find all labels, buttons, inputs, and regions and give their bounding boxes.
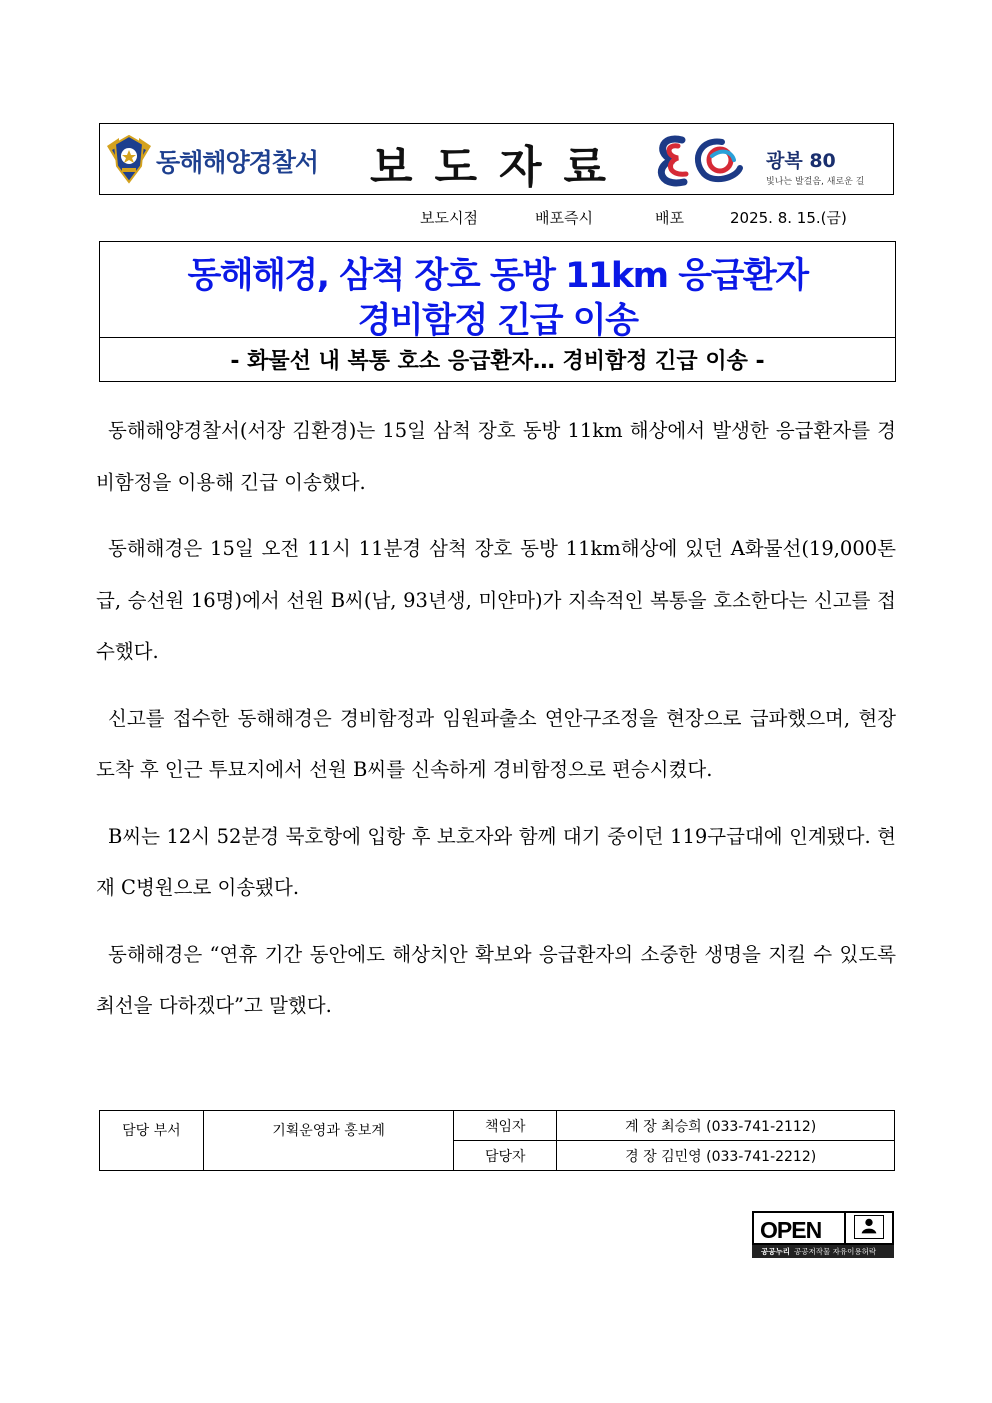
- open-license-badge: [752, 1211, 894, 1258]
- open-badge-divider: [844, 1213, 846, 1243]
- headline-line-1: 동해해경, 삼척 장호 동방 11km 응급환자: [187, 256, 808, 296]
- responsible-label: 책임자: [454, 1111, 557, 1141]
- anniversary-slogan: 빛나는 발걸음, 새로운 길: [766, 177, 865, 187]
- open-badge-caption: [752, 1245, 894, 1258]
- release-timing: 배포즉시: [535, 209, 593, 227]
- paragraph: 동해해경은 15일 오전 11시 11분경 삼척 장호 동방 11km해상에 있던 A화물선(19,000톤급, 승선원 16명)에서 선원 B씨(남, 93년생, 미얀마)가 지속적인 복통을 호소한다는 신고를 접수했다.: [96, 537, 896, 663]
- distribution-label: 배포: [655, 209, 684, 227]
- distribution-date: 2025. 8. 15.(금): [730, 209, 847, 227]
- table-row: [100, 1111, 895, 1141]
- officer-label: 담당자: [454, 1141, 557, 1171]
- article-body: [96, 405, 896, 1047]
- paragraph: 동해해경은 “연휴 기간 동안에도 해상치안 확보와 응급환자의 소중한 생명을 지킬 수 있도록 최선을 다하겠다”고 말했다.: [96, 942, 896, 1017]
- dept-label: 담당 부서: [100, 1111, 204, 1171]
- headline-line-2: 경비함정 긴급 이송: [357, 301, 638, 341]
- release-label: 보도시점: [420, 209, 478, 227]
- open-badge-caption-2: 공공저작물 자유이용허락: [793, 1247, 877, 1256]
- coast-guard-emblem-icon: [105, 132, 153, 186]
- org-name: 동해해양경찰서: [156, 148, 319, 177]
- paragraph: 신고를 접수한 동해해경은 경비함정과 임원파출소 연안구조정을 현장으로 급파했으며, 현장 도착 후 인근 투묘지에서 선원 B씨를 신속하게 경비함정으로 편승시켰다.: [96, 706, 896, 781]
- contact-table: [99, 1110, 895, 1171]
- liberation-80-emblem-icon: [652, 130, 750, 190]
- subheadline: - 화물선 내 복통 호소 응급환자… 경비함정 긴급 이송 -: [230, 349, 765, 374]
- anniversary-title: 광복 80: [766, 150, 836, 172]
- dept-name: 기획운영과 홍보계: [203, 1111, 454, 1171]
- paragraph: B씨는 12시 52분경 묵호항에 입항 후 보호자와 함께 대기 중이던 119구급대에 인계됐다. 현재 C병원으로 이송됐다.: [96, 824, 896, 899]
- open-badge-caption-1: 공공누리: [761, 1247, 790, 1256]
- paragraph: 동해해양경찰서(서장 김환경)는 15일 삼척 장호 동방 11km 해상에서 발생한 응급환자를 경비함정을 이용해 긴급 이송했다.: [96, 419, 896, 494]
- doc-type-title: 보도자료: [370, 142, 629, 193]
- open-badge-word: OPEN: [760, 1217, 822, 1243]
- responsible-contact: 계 장 최승희 (033-741-2112): [557, 1111, 895, 1141]
- attribution-person-icon: [854, 1215, 884, 1239]
- officer-contact: 경 장 김민영 (033-741-2212): [557, 1141, 895, 1171]
